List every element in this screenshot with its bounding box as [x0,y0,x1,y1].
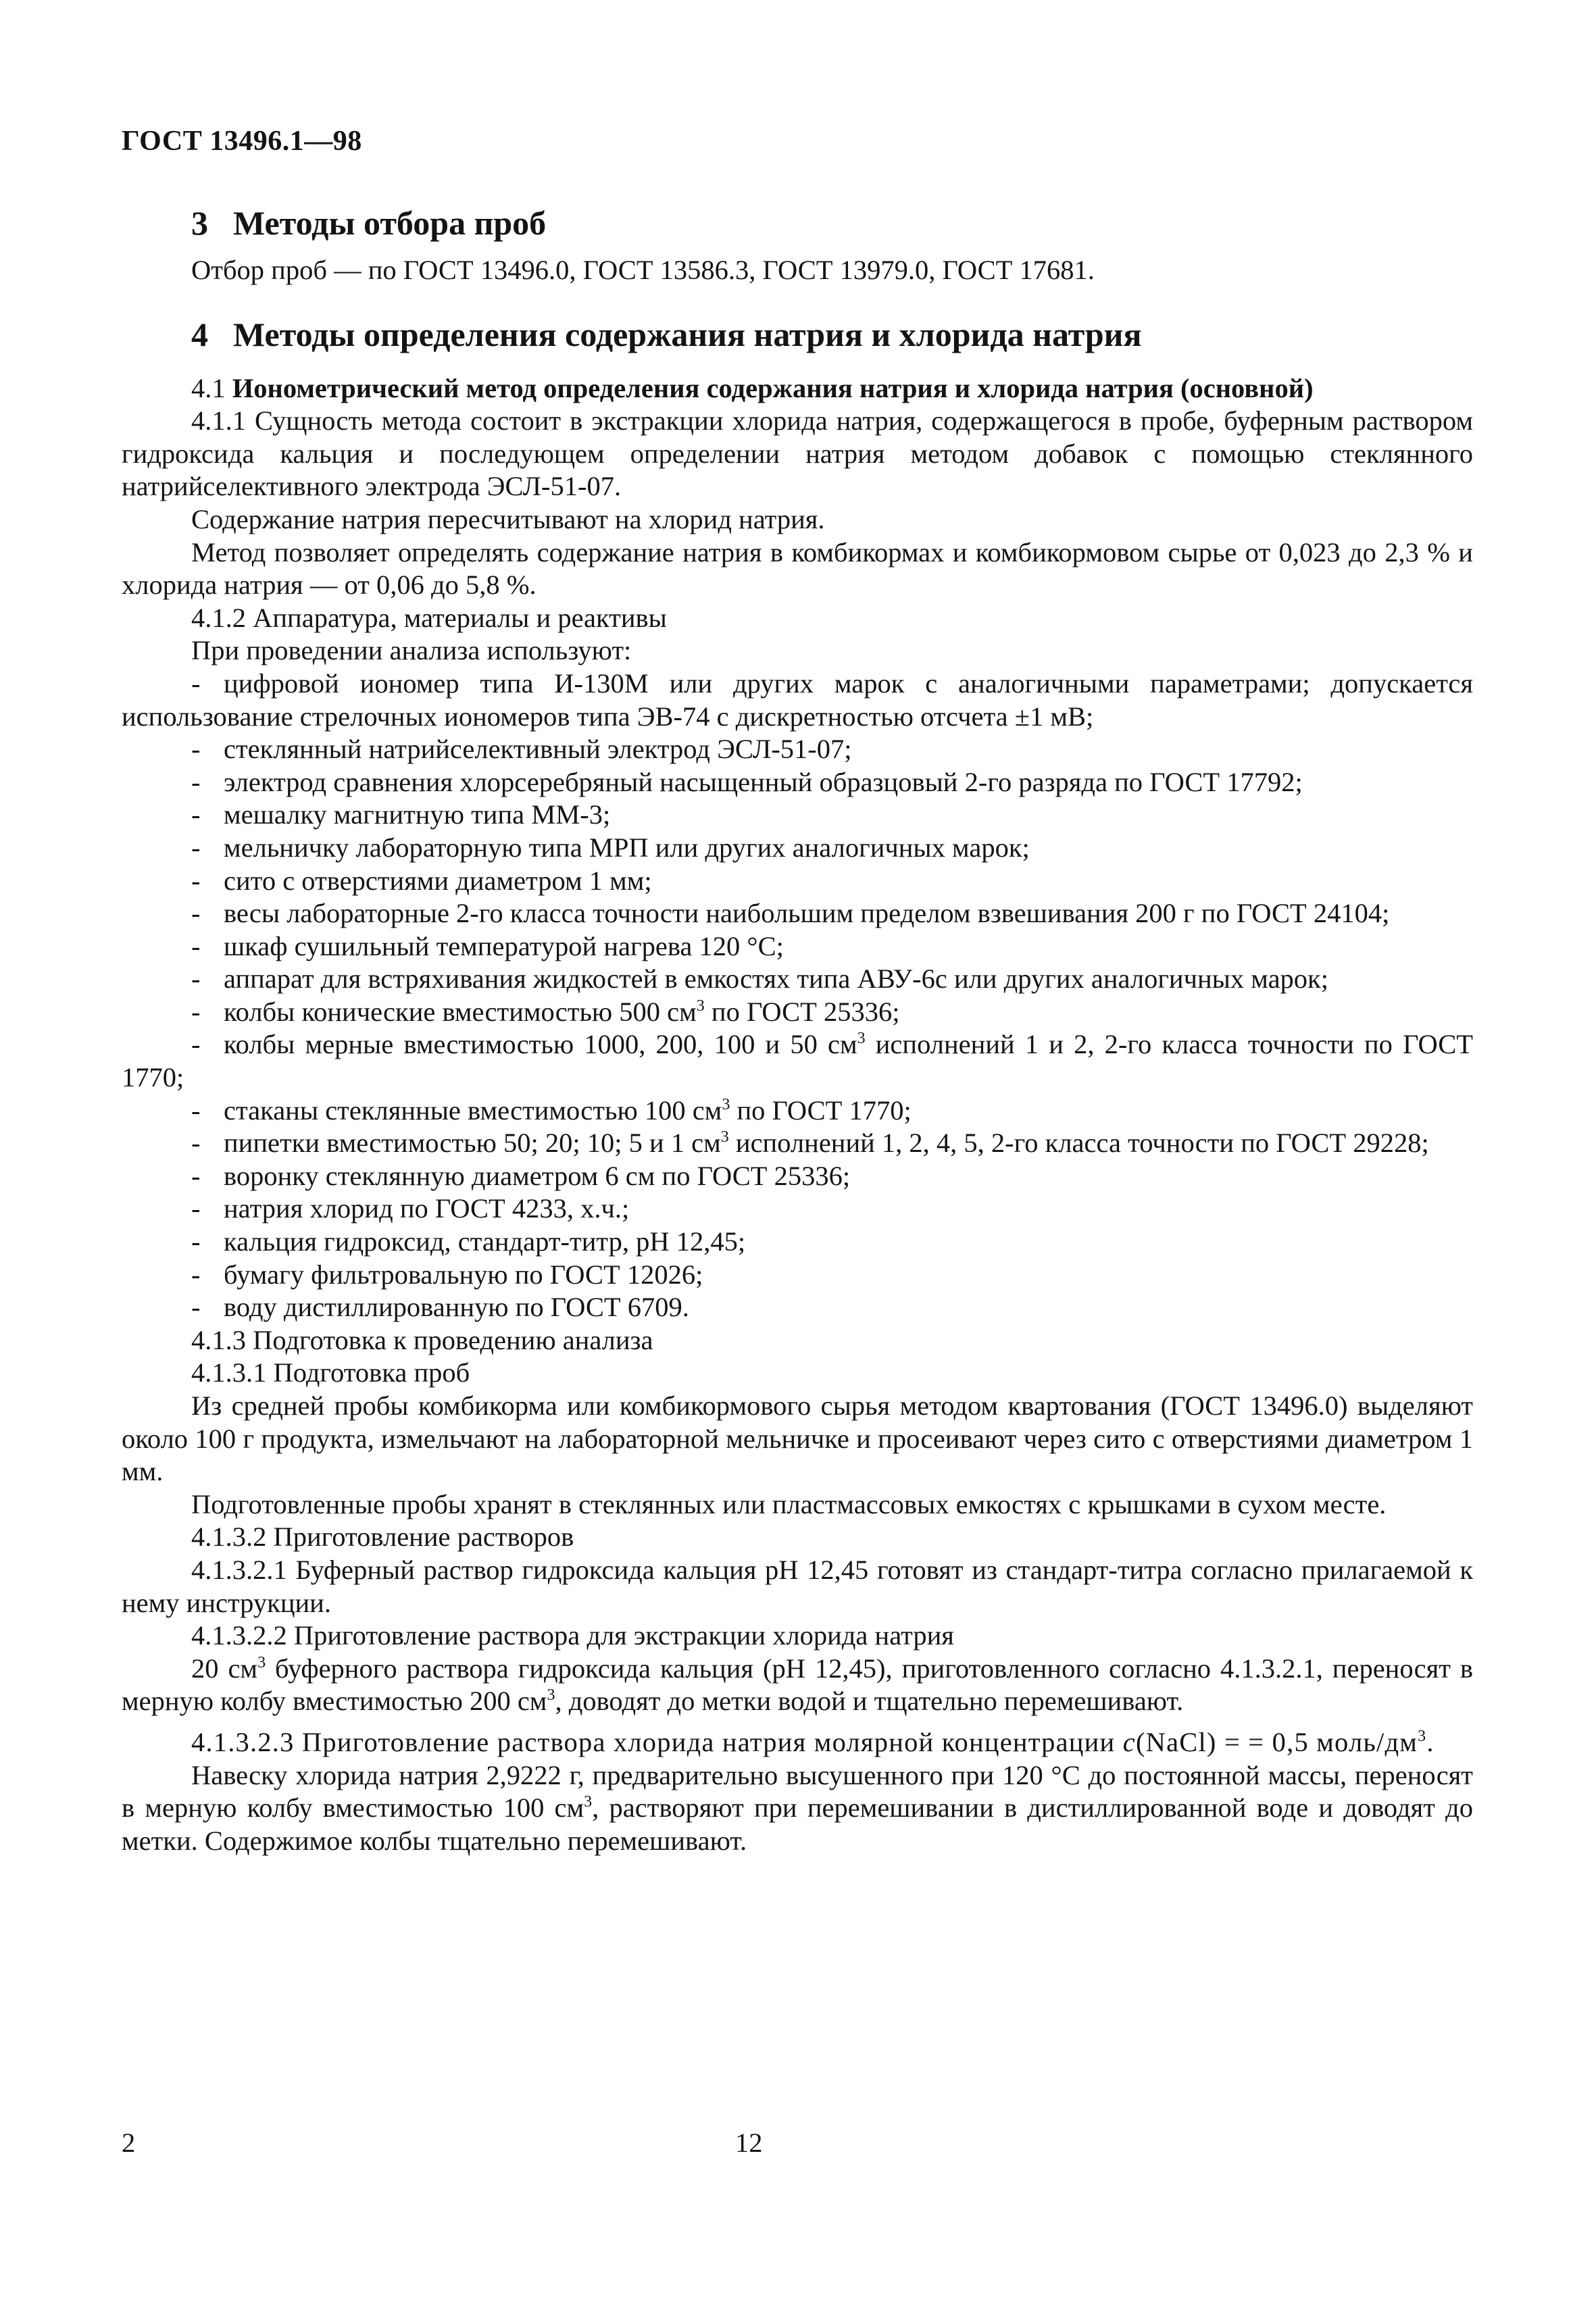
subsection-number: 4.1 [191,372,226,403]
dash: - [191,1292,201,1323]
text-run: (NaCl) = = 0,5 моль/дм [1135,1726,1418,1757]
dash: - [191,1193,201,1224]
subsection-4-1-heading [122,372,1473,405]
paragraph [122,1726,1473,1759]
paragraph: 4.1.3.2.1 Буферный раствор гидроксида кальция рН 12,45 готовят из стандарт-титра согласно прилагаемой к нему инструкции. [122,1554,1473,1618]
list-item [122,897,1473,930]
superscript: 3 [696,997,705,1015]
list-item-text: кальция гидроксид, стандарт-титр, рН 12,45; [224,1226,746,1257]
text-run: 20 см [191,1653,258,1684]
superscript: 3 [257,1653,266,1671]
list-item [122,1291,1473,1324]
list-item-text: электрод сравнения хлорсеребряный насыщенный образцовый 2-го разряда по ГОСТ 17792; [224,766,1303,797]
dash: - [191,1095,201,1126]
text-run: Навеску хлорида натрия 2,9222 г, предварительно высушенного при 120 °С до постоянной массы, переносят в мерную колбу вместимостью 100 см [122,1759,1473,1823]
list-item [122,832,1473,865]
dash: - [191,1128,201,1159]
list-item [122,799,1473,832]
paragraph [122,1759,1473,1858]
page-number: 2 [122,2128,136,2158]
list-item-text: сито с отверстиями диаметром 1 мм; [224,865,652,896]
superscript: 3 [584,1793,593,1811]
text-run: 4.1.3.2.3 Приготовление раствора хлорида натрия молярной концентрации [191,1726,1123,1757]
footer-number: 12 [735,2128,763,2158]
list-item [122,1192,1473,1226]
subsection-heading: 4.1.3.2.2 Приготовление раствора для экстракции хлорида натрия [191,1620,954,1651]
list-item [122,733,1473,766]
text-run: . [1426,1726,1435,1757]
paragraph: При проведении анализа используют: [191,635,632,666]
dash: - [191,996,201,1027]
list-item [122,1127,1473,1160]
dash: - [191,799,201,830]
superscript: 3 [547,1686,555,1705]
dash: - [191,865,201,896]
dash: - [191,1226,201,1257]
list-item-text: бумагу фильтровальную по ГОСТ 12026; [224,1259,703,1290]
list-item [122,668,1473,733]
list-item-text: мельничку лабораторную типа МРП или других аналогичных марок; [224,832,1030,863]
list-item-text: натрия хлорид по ГОСТ 4233, х.ч.; [224,1193,630,1224]
paragraph: Отбор проб — по ГОСТ 13496.0, ГОСТ 13586.3, ГОСТ 13979.0, ГОСТ 17681. [191,255,1095,285]
section-4-heading [122,314,1473,355]
section-title: Методы отбора проб [233,204,547,242]
list-item-text: мешалку магнитную типа ММ-3; [224,799,611,830]
list-item [122,865,1473,898]
paragraph: 4.1.1 Сущность метода состоит в экстракции хлорида натрия, содержащегося в пробе, буферным раствором гидроксида кальция и последующем определении натрия методом добавок с помощью стеклянного натрийселективного электрода ЭСЛ-51-07. [122,405,1473,502]
section-number: 3 [191,204,208,242]
paragraph: Подготовленные пробы хранят в стеклянных или пластмассовых емкостях с крышками в сухом месте. [191,1488,1387,1519]
dash: - [191,898,201,929]
superscript: 3 [857,1030,866,1048]
list-item-text: аппарат для встряхивания жидкостей в емкостях типа АВУ-6с или других аналогичных марок; [224,963,1328,995]
list-item [122,930,1473,963]
subsection-heading: 4.1.2 Аппаратура, материалы и реактивы [191,602,667,633]
text-run: буферного раствора гидроксида кальция (рН 12,45), приготовленного согласно 4.1.3.2.1, переносят в мерную колбу вместимостью 200 см [122,1653,1474,1717]
list-item-text: колбы мерные вместимостью 1000, 200, 100 и 50 см [224,1029,857,1060]
list-item-text: шкаф сушильный температурой нагрева 120 °С; [224,930,784,961]
dash: - [191,1029,201,1060]
superscript: 3 [720,1128,729,1147]
dash: - [191,1259,201,1290]
document-header: ГОСТ 13496.1—98 [122,126,362,157]
list-item-text: весы лабораторные 2-го класса точности наибольшим пределом взвешивания 200 г по ГОСТ 24104; [224,898,1390,929]
section-3-heading [122,203,1473,243]
formula-variable: c [1122,1726,1136,1757]
list-item-text: колбы конические вместимостью 500 см [224,996,697,1027]
list-item [122,1226,1473,1259]
list-item-text: стеклянный натрийселективный электрод ЭСЛ-51-07; [224,734,852,765]
list-item [122,1160,1473,1193]
subsection-heading: 4.1.3.2 Приготовление растворов [191,1521,574,1553]
subsection-heading: 4.1.3 Подготовка к проведению анализа [191,1324,653,1355]
superscript: 3 [1418,1727,1427,1745]
list-item [122,996,1473,1029]
section-title: Методы определения содержания натрия и хлорида натрия [233,315,1142,353]
paragraph [122,1653,1473,1718]
list-item [122,766,1473,799]
list-item [122,1095,1473,1128]
paragraph: Содержание натрия пересчитывают на хлорид натрия. [191,503,825,534]
dash: - [191,832,201,863]
list-item-text: исполнений 1, 2, 4, 5, 2-го класса точности по ГОСТ 29228; [728,1128,1429,1159]
text-run: , растворяют при перемешивании в дистиллированной воде и доводят до метки. Содержимое колбы тщательно перемешивают. [122,1792,1474,1856]
list-item-text: по ГОСТ 1770; [730,1095,912,1126]
document-body [122,203,1473,1857]
paragraph: Метод позволяет определять содержание натрия в комбикормах и комбикормовом сырье от 0,023 до 2,3 % и хлорида натрия — от 0,06 до 5,8 %. [122,536,1473,601]
dash: - [191,1160,201,1191]
list-item [122,1028,1473,1094]
list-item-text: исполнений 1 и 2, 2-го класса точности по ГОСТ 1770; [122,1029,1473,1093]
list-item [122,1259,1473,1292]
subsection-heading: 4.1.3.1 Подготовка проб [191,1357,470,1388]
dash: - [191,668,201,699]
text-run: , доводят до метки водой и тщательно перемешивают. [555,1686,1184,1717]
list-item-text: цифровой иономер типа И-130М или других марок с аналогичными параметрами; допускается использование стрелочных иономеров типа ЭВ-74 с дискретностью отсчета ±1 мВ; [122,668,1473,732]
subsection-title: Ионометрический метод определения содержания натрия и хлорида натрия (основной) [232,372,1314,403]
dash: - [191,963,201,995]
dash: - [191,766,201,797]
list-item-text: пипетки вместимостью 50; 20; 10; 5 и 1 см [224,1128,721,1159]
list-item-text: воронку стеклянную диаметром 6 см по ГОСТ 25336; [224,1160,851,1191]
list-item-text: по ГОСТ 25336; [704,996,900,1027]
superscript: 3 [722,1095,730,1113]
paragraph: Из средней пробы комбикорма или комбикормового сырья методом квартования (ГОСТ 13496.0) выделяют около 100 г продукта, измельчают на лабораторной мельничке и просеивают через сито с отверстиями диаметром 1 мм. [122,1390,1473,1487]
list-item [122,963,1473,996]
list-item-text: стаканы стеклянные вместимостью 100 см [224,1095,722,1126]
list-item-text: воду дистиллированную по ГОСТ 6709. [224,1292,689,1323]
section-number: 4 [191,315,208,353]
dash: - [191,734,201,765]
dash: - [191,930,201,961]
